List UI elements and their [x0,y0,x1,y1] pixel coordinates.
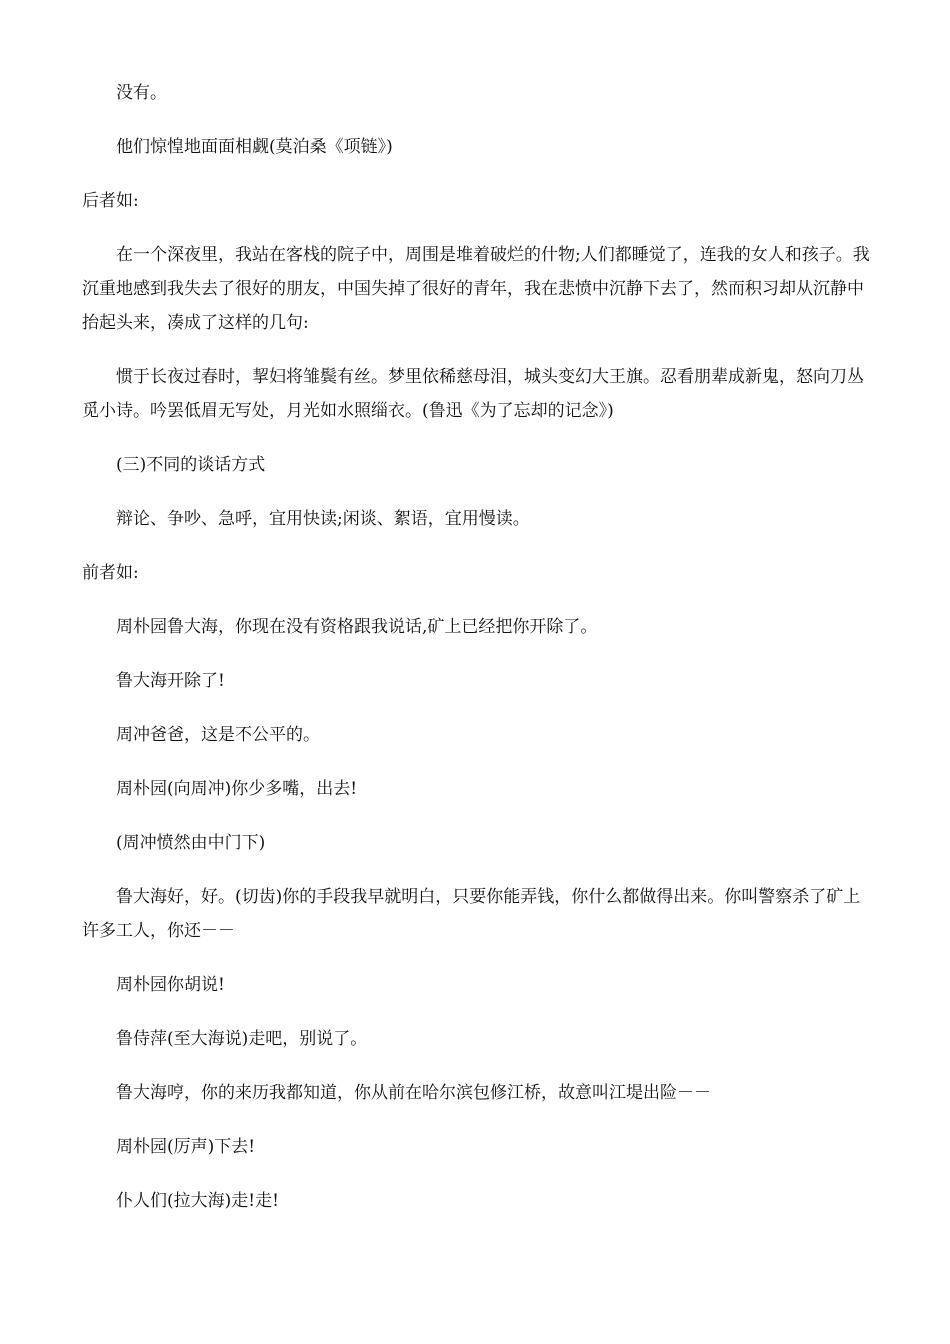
paragraph: 他们惊惶地面面相觑(莫泊桑《项链》) [116,137,393,157]
paragraph: 后者如: [82,191,139,211]
stage-direction: (周冲愤然由中门下) [116,833,266,853]
dialogue-line: 鲁大海开除了! [116,671,225,691]
dialogue-line: 鲁大海好，好。(切齿)你的手段我早就明白，只要你能弄钱，你什么都做得出来。你叫警察杀了矿上许多工人，你还－－ [82,887,861,941]
dialogue-line: 周冲爸爸，这是不公平的。 [116,725,320,745]
dialogue-line: 鲁大海哼，你的来历我都知道，你从前在哈尔滨包修江桥，故意叫江堤出险－－ [116,1083,711,1103]
dialogue-line: 周朴园(厉声)下去! [116,1137,256,1157]
dialogue-line: 周朴园你胡说! [116,975,225,995]
document-page [82,76,872,1238]
dialogue-line: 周朴园鲁大海，你现在没有资格跟我说话,矿上已经把你开除了。 [116,617,598,637]
dialogue-line: 鲁侍萍(至大海说)走吧，别说了。 [116,1029,368,1049]
paragraph: 辩论、争吵、急呼，宜用快读;闲谈、絮语，宜用慢读。 [116,509,530,529]
paragraph: 没有。 [116,83,167,103]
poem-paragraph: 惯于长夜过春时，挈妇将雏鬓有丝。梦里依稀慈母泪，城头变幻大王旗。忍看朋辈成新鬼，怒向刀丛觅小诗。吟罢低眉无写处，月光如水照缁衣。(鲁迅《为了忘却的记念》) [82,367,864,421]
paragraph: 在一个深夜里，我站在客栈的院子中，周围是堆着破烂的什物;人们都睡觉了，连我的女人和孩子。我沉重地感到我失去了很好的朋友，中国失掉了很好的青年，我在悲愤中沉静下去了，然而积习却从沉静中抬起头来，凑成了这样的几句: [82,245,870,333]
dialogue-line: 仆人们(拉大海)走!走! [116,1191,279,1211]
paragraph: 前者如: [82,563,139,583]
section-heading: (三)不同的谈话方式 [116,455,266,475]
dialogue-line: 周朴园(向周冲)你少多嘴，出去! [116,779,358,799]
